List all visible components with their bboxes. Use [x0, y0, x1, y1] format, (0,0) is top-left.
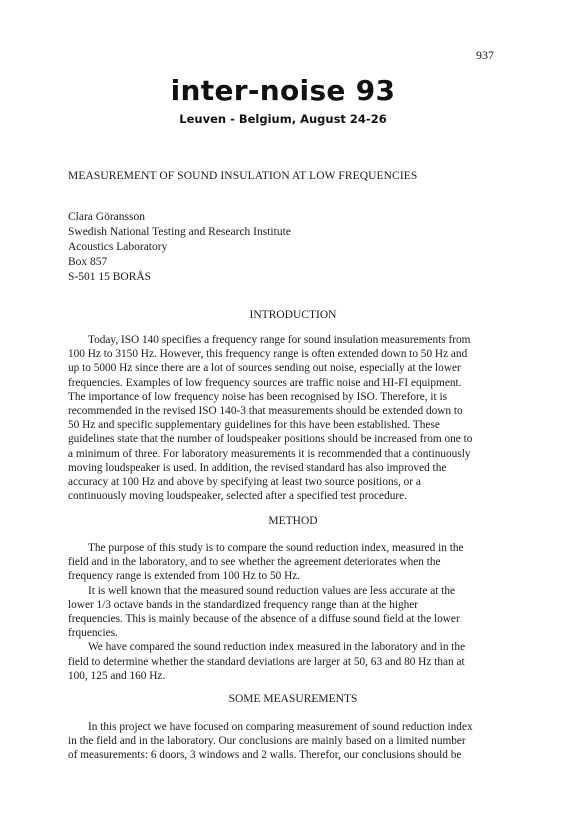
introduction-heading: INTRODUCTION	[249, 309, 337, 321]
paragraph-line: Today, ISO 140 specifies a frequency range for sound insulation measurements from	[88, 334, 471, 346]
paragraph-line: 100, 125 and 160 Hz.	[68, 669, 166, 682]
introduction-body	[68, 333, 473, 503]
paragraph-line: a minimum of three. For laboratory measurements it is recommended that a continuously	[68, 447, 471, 460]
paragraph-line: guidelines state that the number of loudspeaker positions should be increased from one to	[68, 433, 473, 446]
paper-title: MEASUREMENT OF SOUND INSULATION AT LOW FREQUENCIES	[68, 170, 418, 182]
paragraph-line: frequencies. Examples of low frequency sources are traffic noise and HI-FI equipment.	[68, 376, 462, 389]
author-box: Box 857	[68, 256, 108, 268]
paragraph-line: frequency range is extended from 100 Hz to 50 Hz.	[68, 570, 301, 583]
conference-subtitle: Leuven - Belgium, August 24-26	[179, 112, 387, 126]
paragraph-line: recommended in the revised ISO 140-3 that measurements should be extended down to	[68, 405, 463, 418]
paragraph-line: of measurements: 6 doors, 3 windows and 2 walls. Therefor, our conclusions should be	[68, 749, 462, 762]
author-department: Acoustics Laboratory	[68, 241, 168, 253]
author-name: Clara Göransson	[68, 211, 145, 223]
paragraph-line: The importance of low frequency noise has been recognised by ISO. Therefore, it is	[68, 390, 448, 403]
method-heading: METHOD	[268, 515, 318, 527]
author-block	[68, 210, 291, 285]
paragraph-line: frquencies.	[68, 627, 118, 640]
conference-title: inter-noise 93	[170, 74, 396, 107]
paragraph-line: moving loudspeaker is used. In addition, the revised standard has also improved the	[68, 461, 447, 474]
author-institute: Swedish National Testing and Research Institute	[68, 226, 291, 238]
method-body	[68, 541, 466, 683]
paragraph-line: frequencies. This is mainly because of the absence of a diffuse sound field at the lower	[68, 613, 460, 626]
measurements-body	[68, 720, 473, 763]
paragraph-line: 100 Hz to 3150 Hz. However, this frequency range is often extended down to 50 Hz and	[68, 348, 468, 361]
paragraph-line: In this project we have focused on comparing measurement of sound reduction index	[88, 721, 473, 733]
paragraph-line: The purpose of this study is to compare the sound reduction index, measured in the	[88, 542, 464, 554]
paragraph-line: We have compared the sound reduction index measured in the laboratory and in the	[88, 641, 466, 654]
page-number: 937	[476, 48, 494, 62]
paragraph-line: field to determine whether the standard deviations are larger at 50, 63 and 80 Hz than at	[68, 655, 465, 668]
paragraph-line: in the field and in the laboratory. Our conclusions are mainly based on a limited number	[68, 735, 466, 748]
paragraph-line: lower 1/3 octave bands in the standardized frequency range than at the higher	[68, 598, 419, 611]
author-city: S-501 15 BORÅS	[68, 271, 152, 283]
paragraph-line: It is well known that the measured sound reduction values are less accurate at the	[88, 584, 456, 597]
paragraph-line: field and in the laboratory, and to see whether the agreement deteriorates when the	[68, 556, 441, 569]
paragraph-line: up to 5000 Hz since there are a lot of sources sending out noise, especially at the lower	[68, 362, 461, 375]
paragraph-line: continuously moving loudspeaker, selected after a specified test procedure.	[68, 490, 407, 503]
measurements-heading: SOME MEASUREMENTS	[228, 693, 358, 705]
paragraph-line: 50 Hz and specific supplementary guidelines for this have been established. These	[68, 419, 440, 432]
paragraph-line: accuracy at 100 Hz and above by specifying at least two source positions, or a	[68, 476, 421, 489]
